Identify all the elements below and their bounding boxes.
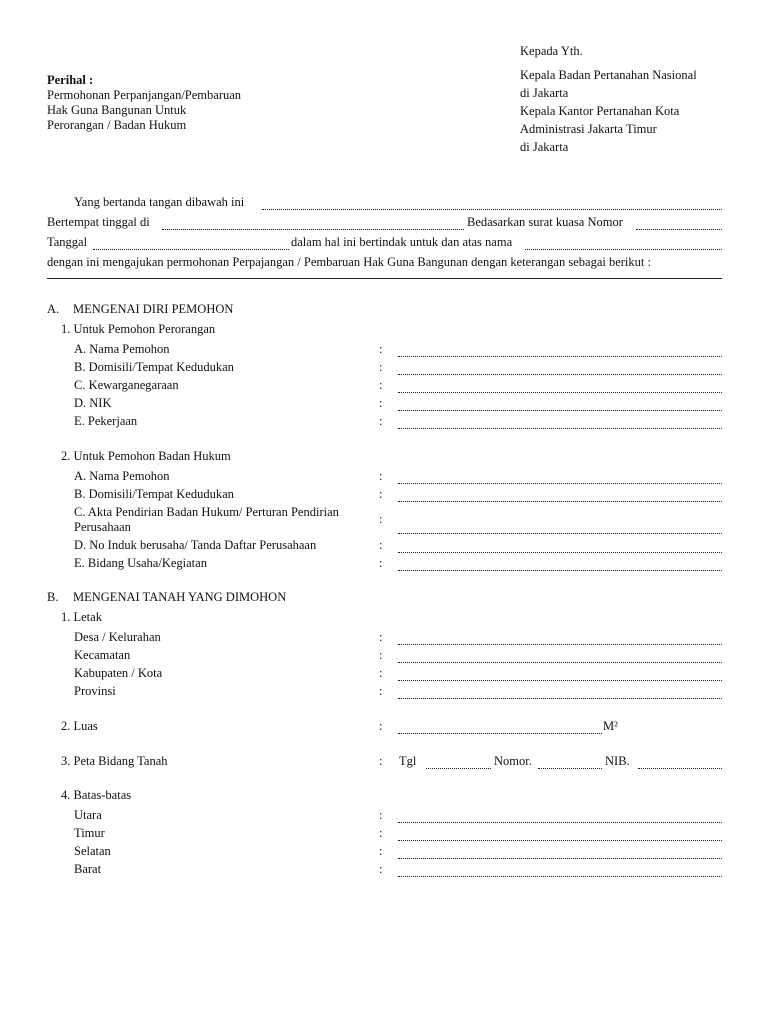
field-colon: : bbox=[379, 684, 383, 698]
field-colon: : bbox=[379, 844, 383, 858]
map-nib-field[interactable] bbox=[638, 768, 722, 769]
input-line[interactable] bbox=[398, 483, 722, 484]
recipient-salutation: Kepada Yth. bbox=[520, 44, 583, 58]
field-label: B. Domisili/Tempat Kedudukan bbox=[74, 487, 234, 501]
field-colon: : bbox=[379, 556, 383, 570]
field-colon: : bbox=[379, 360, 383, 374]
field-colon: : bbox=[379, 666, 383, 680]
field-label: C. Akta Pendirian Badan Hukum/ Perturan Pendirian Perusahaan bbox=[74, 505, 339, 534]
field-label: Kabupaten / Kota bbox=[74, 666, 163, 680]
input-line[interactable] bbox=[398, 822, 722, 823]
section-b-location-title: 1. Letak bbox=[61, 610, 102, 624]
field-label: B. Domisili/Tempat Kedudukan bbox=[74, 360, 234, 374]
input-line[interactable] bbox=[398, 392, 722, 393]
map-number-field[interactable] bbox=[538, 768, 602, 769]
field-label: D. NIK bbox=[74, 396, 112, 410]
field-colon: : bbox=[379, 414, 383, 428]
attorney-number-field[interactable] bbox=[636, 229, 722, 230]
subject-line: Hak Guna Bangunan Untuk bbox=[47, 103, 187, 117]
field-colon: : bbox=[379, 630, 383, 644]
field-colon: : bbox=[379, 512, 383, 526]
input-line[interactable] bbox=[398, 410, 722, 411]
area-field[interactable] bbox=[398, 733, 602, 734]
recipient-line: di Jakarta bbox=[520, 86, 569, 100]
acting-for-field[interactable] bbox=[525, 249, 722, 250]
field-label: Selatan bbox=[74, 844, 111, 858]
field-colon: : bbox=[379, 469, 383, 483]
section-a-sub2-title: 2. Untuk Pemohon Badan Hukum bbox=[61, 449, 231, 463]
field-colon: : bbox=[379, 378, 383, 392]
field-label: A. Nama Pemohon bbox=[74, 342, 170, 356]
input-line[interactable] bbox=[398, 428, 722, 429]
field-label: Barat bbox=[74, 862, 102, 876]
field-colon: : bbox=[379, 719, 383, 733]
section-a-title: MENGENAI DIRI PEMOHON bbox=[73, 302, 234, 316]
recipient-line: Kepala Kantor Pertanahan Kota bbox=[520, 104, 680, 118]
field-colon: : bbox=[379, 538, 383, 552]
field-label: Provinsi bbox=[74, 684, 116, 698]
field-label: Utara bbox=[74, 808, 102, 822]
field-label: E. Pekerjaan bbox=[74, 414, 138, 428]
section-b-map-title: 3. Peta Bidang Tanah bbox=[61, 754, 168, 768]
field-colon: : bbox=[379, 862, 383, 876]
input-line[interactable] bbox=[398, 356, 722, 357]
subject-label: Perihal : bbox=[47, 73, 94, 87]
intro-statement: dengan ini mengajukan permohonan Perpajangan / Pembaruan Hak Guna Bangunan dengan keterangan sebagai berikut : bbox=[47, 255, 651, 269]
intro-residing-label: Bertempat tinggal di bbox=[47, 215, 150, 229]
recipient-line: Kepala Badan Pertanahan Nasional bbox=[520, 68, 697, 82]
map-number-label: Nomor. bbox=[494, 754, 532, 768]
section-a-sub1-title: 1. Untuk Pemohon Perorangan bbox=[61, 322, 216, 336]
input-line[interactable] bbox=[398, 570, 722, 571]
subject-line: Perorangan / Badan Hukum bbox=[47, 118, 187, 132]
recipient-line: di Jakarta bbox=[520, 140, 569, 154]
input-line[interactable] bbox=[398, 876, 722, 877]
input-line[interactable] bbox=[398, 644, 722, 645]
subject-line: Permohonan Perpanjangan/Pembaruan bbox=[47, 88, 242, 102]
input-line[interactable] bbox=[398, 533, 722, 534]
input-line[interactable] bbox=[398, 858, 722, 859]
map-date-label: Tgl bbox=[399, 754, 417, 768]
divider bbox=[47, 278, 722, 279]
recipient-line: Administrasi Jakarta Timur bbox=[520, 122, 657, 136]
field-label: C. Kewarganegaraan bbox=[74, 378, 179, 392]
field-colon: : bbox=[379, 487, 383, 501]
field-colon: : bbox=[379, 342, 383, 356]
signer-name-field[interactable] bbox=[262, 209, 722, 210]
field-colon: : bbox=[379, 754, 383, 768]
field-label: E. Bidang Usaha/Kegiatan bbox=[74, 556, 207, 570]
map-date-field[interactable] bbox=[426, 768, 491, 769]
field-colon: : bbox=[379, 826, 383, 840]
intro-date-label: Tanggal bbox=[47, 235, 88, 249]
input-line[interactable] bbox=[398, 680, 722, 681]
field-label: A. Nama Pemohon bbox=[74, 469, 170, 483]
field-label: D. No Induk berusaha/ Tanda Daftar Perusahaan bbox=[74, 538, 317, 552]
section-b-letter: B. bbox=[47, 590, 59, 604]
input-line[interactable] bbox=[398, 698, 722, 699]
field-colon: : bbox=[379, 396, 383, 410]
section-a-letter: A. bbox=[47, 302, 60, 316]
field-colon: : bbox=[379, 648, 383, 662]
area-unit: M² bbox=[603, 719, 618, 733]
intro-signed-label: Yang bertanda tangan dibawah ini bbox=[74, 195, 245, 209]
input-line[interactable] bbox=[398, 840, 722, 841]
input-line[interactable] bbox=[398, 662, 722, 663]
residence-field[interactable] bbox=[162, 229, 464, 230]
map-nib-label: NIB. bbox=[605, 754, 630, 768]
section-b-area-title: 2. Luas bbox=[61, 719, 98, 733]
section-b-borders-title: 4. Batas-batas bbox=[61, 788, 132, 802]
field-label: Timur bbox=[74, 826, 105, 840]
section-b-title: MENGENAI TANAH YANG DIMOHON bbox=[73, 590, 287, 604]
intro-acting-label: dalam hal ini bertindak untuk dan atas nama bbox=[291, 235, 513, 249]
input-line[interactable] bbox=[398, 501, 722, 502]
field-colon: : bbox=[379, 808, 383, 822]
date-field[interactable] bbox=[93, 249, 289, 250]
intro-attorney-label: Bedasarkan surat kuasa Nomor bbox=[467, 215, 623, 229]
input-line[interactable] bbox=[398, 552, 722, 553]
field-label: Kecamatan bbox=[74, 648, 131, 662]
input-line[interactable] bbox=[398, 374, 722, 375]
field-label: Desa / Kelurahan bbox=[74, 630, 161, 644]
